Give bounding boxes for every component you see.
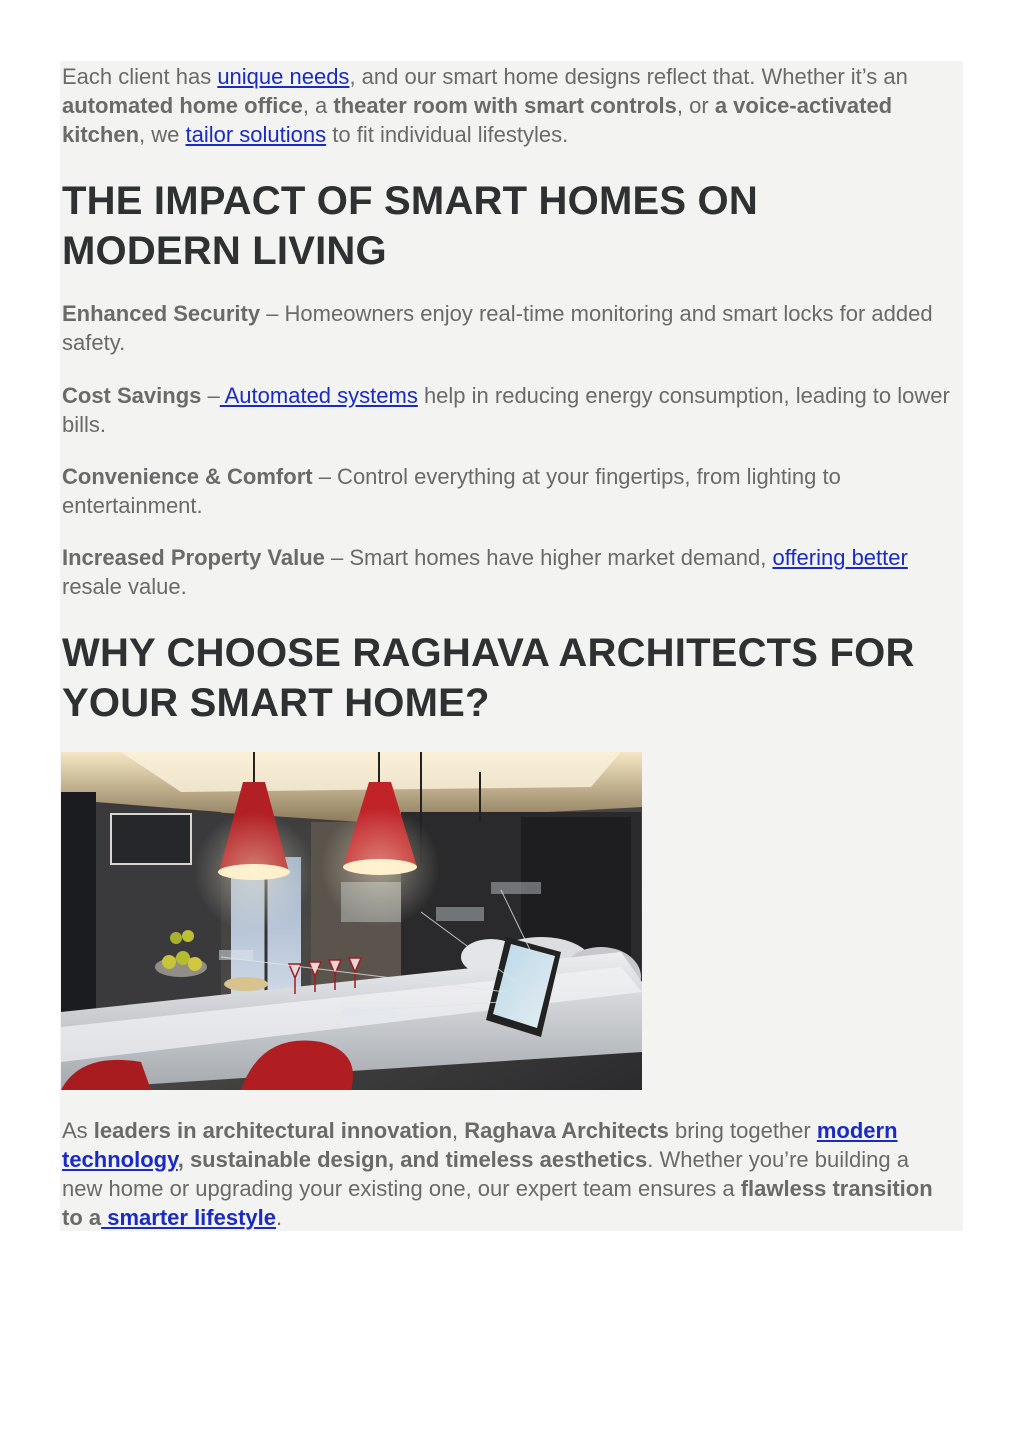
closing-text: As xyxy=(62,1118,94,1143)
benefit-savings xyxy=(62,381,962,439)
closing-bold-text: Raghava Architects xyxy=(464,1118,669,1143)
intro-text: to fit individual lifestyles. xyxy=(326,122,569,147)
heading-why-choose xyxy=(62,628,962,728)
heading-line: THE IMPACT OF SMART HOMES ON xyxy=(62,179,758,223)
intro-bold-text: theater room with smart controls xyxy=(333,93,677,118)
closing-bold-text: flawless transition to a xyxy=(62,1176,933,1230)
benefit-title: Convenience & Comfort xyxy=(62,464,313,489)
benefit-title: Enhanced Security xyxy=(62,301,261,326)
benefit-text: – Smart homes have higher market demand, xyxy=(324,545,773,570)
automated-systems-link[interactable]: Automated systems xyxy=(219,383,418,408)
intro-text: , and our smart home designs reflect that. Whether it’s an xyxy=(349,64,908,89)
benefit-value xyxy=(62,543,962,601)
intro-text: Each client has xyxy=(62,64,218,89)
closing-text: bring together xyxy=(668,1118,817,1143)
benefit-title: Cost Savings xyxy=(62,383,202,408)
heading-line: WHY CHOOSE RAGHAVA ARCHITECTS FOR xyxy=(62,631,915,675)
closing-text: . xyxy=(276,1205,283,1230)
intro-bold-text: a voice-activated kitchen xyxy=(62,93,893,147)
smarter-lifestyle-link[interactable]: smarter lifestyle xyxy=(101,1205,276,1230)
benefit-text: – xyxy=(201,383,220,408)
benefit-text: resale value. xyxy=(62,574,187,599)
intro-paragraph xyxy=(62,62,962,149)
modern-technology-link[interactable]: modern technology xyxy=(62,1118,898,1172)
heading-line: YOUR SMART HOME? xyxy=(62,681,490,725)
closing-paragraph xyxy=(62,1116,942,1232)
heading-impact xyxy=(62,176,962,276)
closing-text: . Whether you’re building a new home or upgrading your existing one, our expert team ensures a xyxy=(62,1147,909,1201)
offering-better-link[interactable]: offering better xyxy=(772,545,908,570)
closing-bold-text: , sustainable design, and timeless aesthetics xyxy=(177,1147,648,1172)
benefit-text: – Homeowners enjoy real-time monitoring and smart locks for added safety. xyxy=(62,301,933,355)
unique-needs-link[interactable]: unique needs xyxy=(217,64,350,89)
smart-kitchen-photo xyxy=(61,752,642,1090)
heading-line: MODERN LIVING xyxy=(62,229,387,273)
benefit-text: – Control everything at your fingertips, from lighting to entertainment. xyxy=(62,464,841,518)
tailor-solutions-link[interactable]: tailor solutions xyxy=(185,122,327,147)
intro-bold-text: automated home office xyxy=(62,93,303,118)
benefit-title: Increased Property Value xyxy=(62,545,325,570)
closing-bold-text: leaders in architectural innovation xyxy=(93,1118,453,1143)
intro-text: , a xyxy=(302,93,334,118)
benefit-text: help in reducing energy consumption, leading to lower bills. xyxy=(62,383,950,437)
intro-text: , or xyxy=(676,93,715,118)
intro-text: , we xyxy=(139,122,186,147)
closing-text: , xyxy=(452,1118,465,1143)
benefit-comfort xyxy=(62,462,962,520)
benefit-security xyxy=(62,299,962,357)
